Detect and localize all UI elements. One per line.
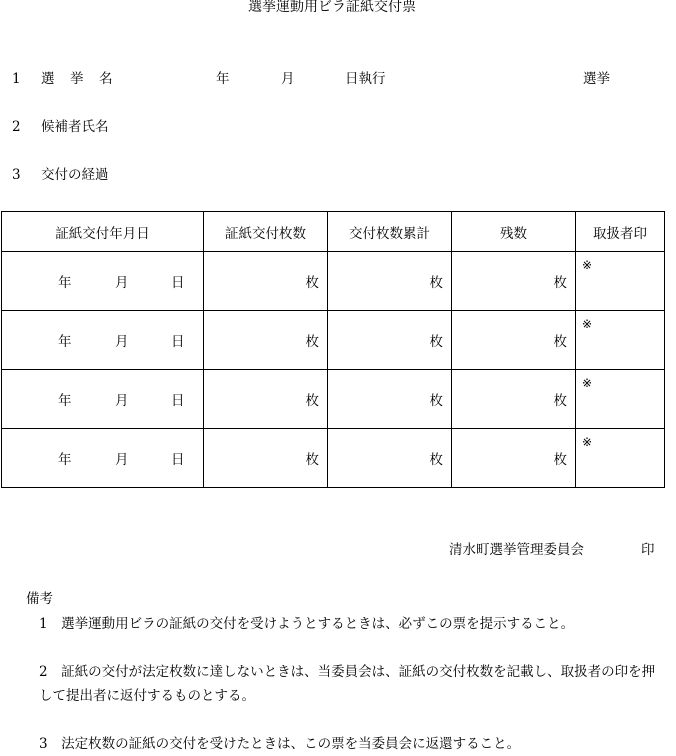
day-unit: 日 — [171, 334, 185, 350]
remark-note: 3 法定枚数の証紙の交付を受けたときは、この票を当委員会に返還すること。 — [39, 736, 521, 752]
field1-election-suffix: 選挙 — [583, 71, 610, 87]
field3-number: 3 — [12, 167, 21, 183]
issued-count-cell: 枚 — [204, 429, 328, 488]
remaining-cell: 枚 — [452, 429, 576, 488]
field2-number: 2 — [12, 119, 21, 135]
month-unit: 月 — [115, 275, 129, 291]
field1-year: 年 — [216, 71, 230, 87]
day-unit: 日 — [171, 452, 185, 468]
header-issue-date: 証紙交付年月日 — [2, 212, 204, 252]
issued-count-cell: 枚 — [204, 252, 328, 311]
date-cell — [2, 252, 204, 311]
day-unit: 日 — [171, 275, 185, 291]
header-cumulative-count: 交付枚数累計 — [328, 212, 452, 252]
issued-count-cell: 枚 — [204, 311, 328, 370]
reference-mark: ※ — [582, 317, 593, 331]
table-row — [2, 429, 665, 488]
field1-day-exec: 日執行 — [345, 71, 386, 87]
date-cell — [2, 370, 204, 429]
field1-label: 選 挙 名 — [41, 71, 114, 87]
field1-month: 月 — [281, 71, 295, 87]
table-row — [2, 370, 665, 429]
field2-label: 候補者氏名 — [41, 119, 109, 135]
header-issued-count: 証紙交付枚数 — [204, 212, 328, 252]
committee-seal: 印 — [641, 542, 655, 558]
handler-seal-cell — [576, 370, 665, 429]
reference-mark: ※ — [582, 435, 593, 449]
field3-label: 交付の経過 — [41, 167, 109, 183]
day-unit: 日 — [171, 393, 185, 409]
year-unit: 年 — [58, 275, 72, 291]
handler-seal-cell — [576, 252, 665, 311]
month-unit: 月 — [115, 452, 129, 468]
year-unit: 年 — [58, 393, 72, 409]
handler-seal-cell — [576, 311, 665, 370]
year-unit: 年 — [58, 452, 72, 468]
header-handler-seal: 取扱者印 — [576, 212, 665, 252]
remark-note: 2 証紙の交付が法定枚数に達しないときは、当委員会は、証紙の交付枚数を記載し、取扱者の印を押して提出者に返付するものとする。 — [39, 664, 656, 704]
issuance-log-table — [1, 211, 665, 488]
remaining-cell: 枚 — [452, 252, 576, 311]
committee-name: 清水町選挙管理委員会 — [449, 542, 584, 558]
remarks-heading: 備考 — [26, 591, 53, 607]
reference-mark: ※ — [582, 376, 593, 390]
cumulative-count-cell: 枚 — [328, 429, 452, 488]
cumulative-count-cell: 枚 — [328, 252, 452, 311]
month-unit: 月 — [115, 334, 129, 350]
cumulative-count-cell: 枚 — [328, 311, 452, 370]
table-row — [2, 252, 665, 311]
year-unit: 年 — [58, 334, 72, 350]
cumulative-count-cell: 枚 — [328, 370, 452, 429]
date-cell — [2, 311, 204, 370]
table-header-row — [2, 212, 665, 252]
remaining-cell: 枚 — [452, 311, 576, 370]
header-remaining: 残数 — [452, 212, 576, 252]
issued-count-cell: 枚 — [204, 370, 328, 429]
remark-note: 1 選挙運動用ビラの証紙の交付を受けようとするときは、必ずこの票を提示すること。 — [39, 616, 575, 632]
reference-mark: ※ — [582, 258, 593, 272]
table-row — [2, 311, 665, 370]
field1-number: 1 — [12, 71, 21, 87]
page-title: 選挙運動用ビラ証紙交付票 — [248, 0, 416, 15]
month-unit: 月 — [115, 393, 129, 409]
date-cell — [2, 429, 204, 488]
handler-seal-cell — [576, 429, 665, 488]
remaining-cell: 枚 — [452, 370, 576, 429]
